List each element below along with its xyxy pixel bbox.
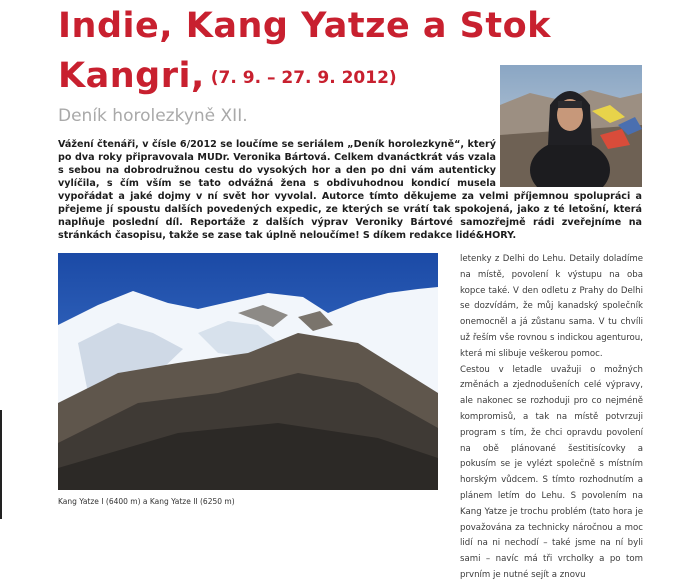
article-dates: (7. 9. – 27. 9. 2012) xyxy=(210,68,397,88)
mountain-photo xyxy=(58,253,438,490)
article-title-word: Kangri, xyxy=(58,56,205,96)
article-title-line1: Indie, Kang Yatze a Stok xyxy=(58,6,551,46)
page-edge-mark xyxy=(0,410,2,519)
portrait-text-wrap-spacer xyxy=(496,138,642,190)
intro-paragraph xyxy=(58,138,642,242)
intro-text: Vážení čtenáři, v čísle 6/2012 se loučíme se seriálem „Deník horolezkyně“, který po dva roky připravovala MUDr. Veronika Bártová. Celkem dvanáctkrát vás vzala s sebou na dobrodružnou cestu do vysokých hor a den po dni vám autenticky vylíčila, s čím vším se tato odvážná žena s obdivuhodnou kondicí musela vypořádat a jaké dojmy v ní svět hor vyvolal. Autorce tímto děkujeme za velmi příjemnou spolupráci a přejeme jí spoustu dalších povedených expedic, ze kterých se vrátí tak spokojená, jako z té letošní, která naplňuje poslední díl. Reportáže z dalších výprav Veroniky Bártové samozřejmě rádi zveřejníme na stránkách časopisu, takže se zase tak úplně neloučíme! S díkem redakce lidé&HORY. xyxy=(58,139,642,241)
body-paragraph: letenky z Delhi do Lehu. Detaily doladíme na místě, povolení k výstupu na oba kopce také. V den odletu z Prahy do Delhi se dozvídám, že můj kanadský společník onemocněl a já zůstanu sama. V tu chvíli už řeším vše rovnou s indickou agenturou, která mi slibuje veškerou pomoc. xyxy=(460,254,643,359)
article-subtitle: Deník horolezkyně XII. xyxy=(58,106,248,126)
article-title-line2 xyxy=(58,56,397,96)
body-text-column xyxy=(460,252,643,584)
body-paragraph: Cestou v letadle uvažuji o možných změnách a zjednodušeních celé výpravy, ale nakonec se rozhoduji pro co nejméně kompromisů, a tak na místě potvrzuji program s tím, že chci opravdu povolení na obě plánované šestitisícovky a pokusím se je vylézt společně s místním horským vůdcem. S tímto rozhodnutím a plánem letím do Lehu. S povolením na Kang Yatze je trochu problém (tato hora je považována za technicky náročnou a moc lidí na ni nechodí – také jsme na ní byli sami – navíc má tři vrcholky a po tom prvním je nutné sejít a znovu xyxy=(460,364,643,580)
photo-caption: Kang Yatze I (6400 m) a Kang Yatze II (6250 m) xyxy=(58,497,235,506)
